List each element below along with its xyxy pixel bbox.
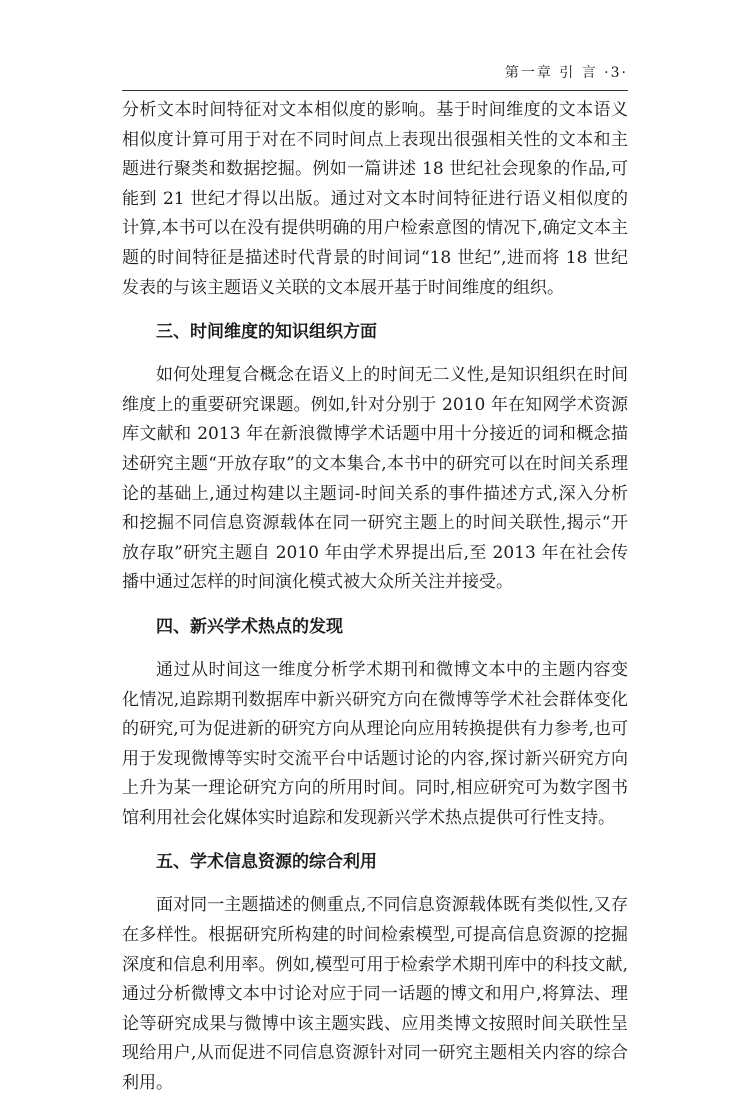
section-paragraph-4: 通过从时间这一维度分析学术期刊和微博文本中的主题内容变化情况,追踪期刊数据库中新兴研究方向在微博等学术社会群体变化的研究,可为促进新的研究方向从理论向应用转换提供有力参考,也可用于发现微博等实时交流平台中话题讨论的内容,探讨新兴研究方向上升为某一理论研究方向的所用时间。同时,相应研究可为数字图书馆利用社会化媒体实时追踪和发现新兴学术热点提供可行性支持。 <box>122 659 628 828</box>
section-heading-4: 四、新兴学术热点的发现 <box>156 616 343 637</box>
running-header: 第一章 引 言 ·3· <box>504 65 628 81</box>
intro-paragraph: 分析文本时间特征对文本相似度的影响。基于时间维度的文本语义相似度计算可用于对在不同时间点上表现出很强相关性的文本和主题进行聚类和数据挖掘。例如一篇讲述 18 世纪社会现象的作品,可能到 21 世纪才得以出版。通过对文本时间特征进行语义相似度的计算,本书可以在没有提供明确的用户检索意图的情况下,确定文本主题的时间特征是描述时代背景的时间词“18 世纪”,进而将 18 世纪发表的与该主题语义关联的文本展开基于时间维度的组织。 <box>122 100 628 298</box>
section-paragraph-5: 面对同一主题描述的侧重点,不同信息资源载体既有类似性,又存在多样性。根据研究所构建的时间检索模型,可提高信息资源的挖掘深度和信息利用率。例如,模型可用于检索学术期刊库中的科技文献,通过分析微博文本中讨论对应于同一话题的博文和用户,将算法、理论等研究成果与微博中该主题实践、应用类博文按照时间关联性呈现给用户,从而促进不同信息资源针对同一研究主题相关内容的综合利用。 <box>122 895 628 1094</box>
section-heading-5: 五、学术信息资源的综合利用 <box>156 852 377 873</box>
header-rule <box>122 90 628 91</box>
section-paragraph-3: 如何处理复合概念在语义上的时间无二义性,是知识组织在时间维度上的重要研究课题。例如,针对分别于 2010 年在知网学术资源库文献和 2013 年在新浪微博学术话题中用十分接近的词和概念描述研究主题“开放存取”的文本集合,本书中的研究可以在时间关系理论的基础上,通过构建以主题词-时间关系的事件描述方式,深入分析和挖掘不同信息资源载体在同一研究主题上的时间关联性,揭示“开放存取”研究主题自 2010 年由学术界提出后,至 2013 年在社会传播中通过怎样的时间演化模式被大众所关注并接受。 <box>122 365 628 593</box>
section-heading-3: 三、时间维度的知识组织方面 <box>156 322 377 343</box>
page-body <box>122 96 628 1099</box>
